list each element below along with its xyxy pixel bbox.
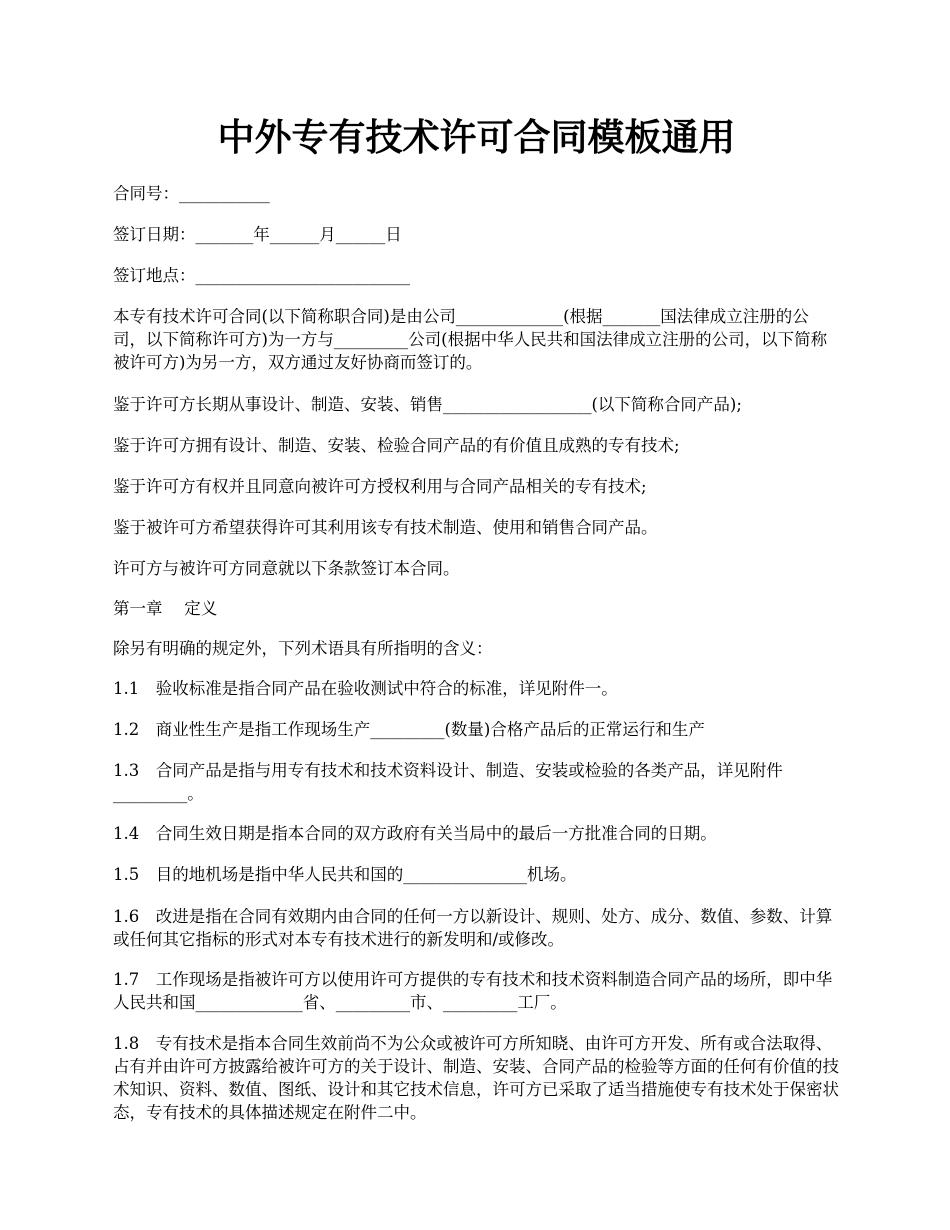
recital-paragraph: 鉴于许可方拥有设计、制造、安装、检验合同产品的有价值且成熟的专有技术; xyxy=(113,436,680,455)
contract-number-field: 合同号：___________ xyxy=(113,184,270,203)
clause-item: 1.7 工作现场是指被许可方以使用许可方提供的专有技术和技术资料制造合同产品的场所，即中华人民共和国_____________省、_________市、_________工厂。 xyxy=(113,970,833,1012)
clause-item: 1.3 合同产品是指与用专有技术和技术资料设计、制造、安装或检验的各类产品，详见附件_________。 xyxy=(113,761,783,803)
clause-item: 1.8 专有技术是指本合同生效前尚不为公众或被许可方所知晓、由许可方开发、所有或合法取得、占有并由许可方披露给被许可方的关于设计、制造、安装、合同产品的检验等方面的任何有价值的技术知识、资料、数值、图纸、设计和其它技术信息，许可方已采取了适当措施使专有技术处于保密状态，专有技术的具体描述规定在附件二中。 xyxy=(113,1034,839,1122)
recital-paragraph: 鉴于被许可方希望获得许可其利用该专有技术制造、使用和销售合同产品。 xyxy=(113,518,658,537)
clause-item: 1.5 目的地机场是指中华人民共和国的_______________机场。 xyxy=(113,865,577,884)
clause-item: 1.6 改进是指在合同有效期内由合同的任何一方以新设计、规则、处方、成分、数值、参数、计算或任何其它指标的形式对本专有技术进行的新发明和/或修改。 xyxy=(113,907,833,949)
document-title: 中外专有技术许可合同模板通用 xyxy=(217,115,736,159)
signing-date-field: 签订日期：_______年______月______日 xyxy=(113,225,402,244)
clause-item: 1.4 合同生效日期是指本合同的双方政府有关当局中的最后一方批准合同的日期。 xyxy=(113,824,717,843)
chapter-heading: 第一章 定义 xyxy=(113,599,218,618)
clause-item: 1.2 商业性生产是指工作现场生产_________(数量)合格产品后的正常运行和生产 xyxy=(113,720,705,739)
intro-paragraph: 本专有技术许可合同(以下简称职合同)是由公司_____________(根据_______国法律成立注册的公司，以下简称许可方)为一方与_________公司(根据中华人民共和国法律成立注册的公司，以下简称被许可方)为另一方，双方通过友好协商而签订的。 xyxy=(113,307,828,372)
agreement-statement: 许可方与被许可方同意就以下条款签订本合同。 xyxy=(113,559,460,578)
recital-paragraph: 鉴于许可方有权并且同意向被许可方授权利用与合同产品相关的专有技术; xyxy=(113,477,647,496)
clause-item: 1.1 验收标准是指合同产品在验收测试中符合的标准，详见附件一。 xyxy=(113,679,618,698)
signing-place-field: 签订地点：__________________________ xyxy=(113,266,410,285)
definitions-lead: 除另有明确的规定外，下列术语具有所指明的含义： xyxy=(113,639,493,658)
recital-paragraph: 鉴于许可方长期从事设计、制造、安装、销售__________________(以下简称合同产品); xyxy=(113,395,742,414)
